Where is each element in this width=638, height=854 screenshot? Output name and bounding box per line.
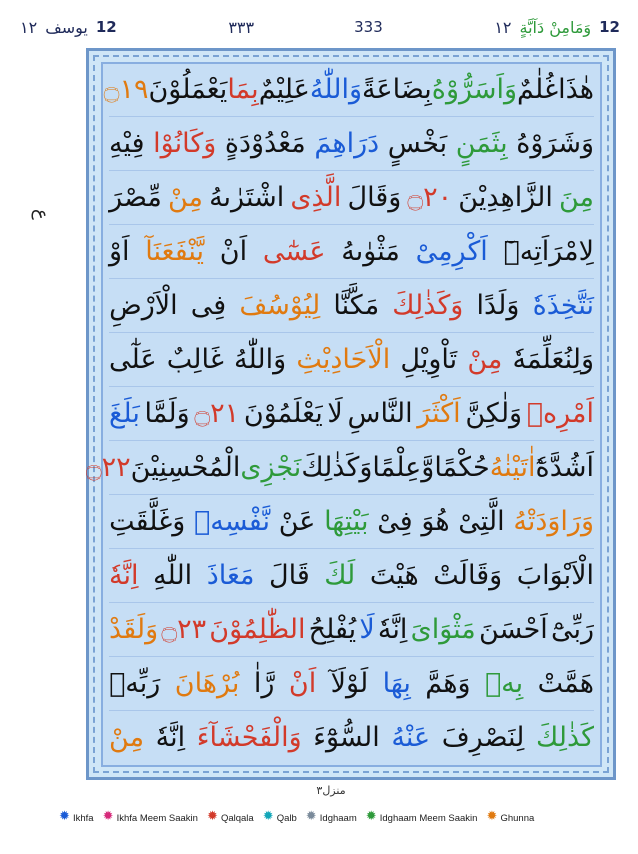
verse-word: عَنْهُ bbox=[391, 721, 431, 753]
star-icon bbox=[208, 813, 218, 823]
verse-word: هٰذَا bbox=[558, 73, 594, 105]
verse-word: هُوَ bbox=[421, 505, 450, 537]
verse-word: بِمَا bbox=[227, 73, 259, 105]
verse-word: وَقَالَ bbox=[347, 181, 402, 213]
verse-word: مِنْ bbox=[467, 343, 503, 375]
verse-word: عَسٰٓى bbox=[262, 235, 326, 267]
verse-word: ۝١٩ bbox=[103, 73, 149, 105]
verse-word: وَكَانُوْا bbox=[153, 127, 217, 159]
verse-word: مِّصْرَ bbox=[109, 181, 162, 213]
verse-word: لِامْرَاَتِهٖٓ bbox=[503, 235, 594, 267]
legend-item bbox=[307, 813, 357, 824]
verse-word: مِنَ bbox=[558, 181, 594, 213]
verse-word: اِنَّهٗ bbox=[109, 559, 139, 591]
verse-word: غَالِبٌ bbox=[166, 343, 224, 375]
quran-text bbox=[85, 62, 602, 767]
manzil-marker: منزل٣ bbox=[316, 784, 346, 797]
verse-word: ۝٢٠ bbox=[407, 181, 453, 213]
juz-number: 12 bbox=[599, 18, 620, 36]
verse-word: بِهَا bbox=[382, 667, 411, 699]
verse-line bbox=[109, 170, 594, 225]
verse-word: لَكَ bbox=[324, 559, 356, 591]
legend-label: Idghaam Meem Saakin bbox=[379, 812, 478, 824]
surah-header bbox=[20, 18, 117, 37]
verse-line bbox=[109, 656, 594, 711]
verse-word: النَّاسِ bbox=[347, 397, 413, 429]
verse-word: الْاَحَادِيْثِ bbox=[296, 343, 391, 375]
verse-word: نَجْزِى bbox=[240, 451, 302, 483]
verse-word: ۝٢٣ bbox=[161, 613, 207, 645]
legend-item bbox=[208, 813, 254, 824]
verse-line bbox=[109, 386, 594, 441]
verse-word: نَّفْسِهٖ bbox=[194, 505, 270, 537]
verse-word: هَيْتَ bbox=[369, 559, 419, 591]
verse-word: اَنْ bbox=[219, 235, 248, 267]
verse-word: يَّنْفَعَنَآ bbox=[145, 235, 205, 267]
verse-line bbox=[109, 332, 594, 387]
surah-name-arabic: يوسف bbox=[45, 17, 88, 37]
verse-word: اللّٰهِ bbox=[153, 559, 193, 591]
verse-word: عَلِيْمٌ bbox=[258, 73, 310, 105]
tajweed-legend bbox=[60, 807, 620, 829]
verse-word: يَعْلَمُوْنَ bbox=[243, 397, 323, 429]
verse-word: بِهٖ bbox=[484, 667, 524, 699]
verse-line bbox=[109, 548, 594, 603]
surah-number-arabic: ١٢ bbox=[20, 17, 38, 37]
legend-label: Ghunna bbox=[500, 812, 535, 824]
verse-line bbox=[85, 440, 594, 495]
verse-word: اَكْرِمِىْ bbox=[415, 235, 488, 267]
legend-item bbox=[60, 813, 94, 824]
legend-item bbox=[104, 813, 198, 824]
verse-word: غُلٰمٌ bbox=[517, 73, 559, 105]
verse-word: وَلَقَدْ bbox=[109, 613, 159, 645]
verse-word: الَّتِىْ bbox=[458, 505, 505, 537]
legend-label: Ikhfa Meem Saakin bbox=[116, 812, 198, 824]
verse-word: لَا bbox=[359, 613, 375, 645]
star-icon bbox=[60, 813, 70, 823]
verse-word: قَالَ bbox=[269, 559, 310, 591]
star-icon bbox=[264, 813, 274, 823]
verse-word: ۝٢٢ bbox=[85, 451, 131, 483]
verse-word: الْاَرْضِ bbox=[109, 289, 178, 321]
verse-word: لِيُوْسُفَ bbox=[239, 289, 321, 321]
page-number-arabic: ٣٣٣ bbox=[228, 17, 255, 37]
verse-word: فِيْهِ bbox=[109, 127, 145, 159]
verse-word: اَكْثَرَ bbox=[417, 397, 461, 429]
verse-word: بَيْتِهَا bbox=[324, 505, 369, 537]
verse-word: وَكَذٰلِكَ bbox=[301, 451, 373, 483]
verse-word: وَشَرَوْهُ bbox=[516, 127, 594, 159]
verse-word: فِىْ bbox=[377, 505, 413, 537]
verse-word: بِضَاعَةً bbox=[362, 73, 432, 105]
verse-word: فِى bbox=[190, 289, 227, 321]
verse-word: مَثْوٰىهُ bbox=[341, 235, 400, 267]
verse-word: وَلَمَّا bbox=[144, 397, 190, 429]
verse-word: مِنْ bbox=[167, 181, 203, 213]
verse-word: اَمْرِهٖ bbox=[526, 397, 594, 429]
surah-number: 12 bbox=[95, 18, 117, 36]
verse-word: الَّذِى bbox=[290, 181, 342, 213]
ruku-marker: ع bbox=[31, 208, 52, 220]
verse-word: وَلَدًا bbox=[476, 289, 520, 321]
verse-word: وَهَمَّ bbox=[425, 667, 471, 699]
juz-name-arabic: وَمَامِنْ دَآبَّةٍ bbox=[519, 17, 592, 37]
verse-word: عَنْ bbox=[278, 505, 316, 537]
verse-word: لِنَصْرِفَ bbox=[441, 721, 525, 753]
verse-word: وَكَذٰلِكَ bbox=[392, 289, 464, 321]
star-icon bbox=[487, 813, 497, 823]
verse-line bbox=[109, 278, 594, 333]
verse-line bbox=[109, 602, 594, 657]
verse-word: لَا bbox=[327, 397, 343, 429]
verse-word: هَمَّتْ bbox=[537, 667, 594, 699]
verse-word: الْمُحْسِنِيْنَ bbox=[130, 451, 241, 483]
verse-line bbox=[109, 494, 594, 549]
verse-word: اٰتَيْنٰهُ bbox=[489, 451, 536, 483]
verse-word: وَالْفَحْشَآءَ bbox=[196, 721, 302, 753]
verse-word: عَلٰٓى bbox=[109, 343, 157, 375]
verse-word: اَوْ bbox=[109, 235, 130, 267]
legend-label: Idghaam bbox=[319, 812, 357, 824]
legend-label: Qalb bbox=[276, 812, 297, 824]
verse-word: يُفْلِحُ bbox=[308, 613, 357, 645]
verse-word: مَعْدُوْدَةٍ bbox=[224, 127, 306, 159]
verse-word: وَرَاوَدَتْهُ bbox=[513, 505, 594, 537]
verse-word: وَاللّٰهُ bbox=[309, 73, 363, 105]
legend-item bbox=[264, 813, 297, 824]
verse-word: بَلَغَ bbox=[109, 397, 140, 429]
page-header bbox=[20, 14, 620, 40]
verse-word: اِنَّهٗ bbox=[155, 721, 186, 753]
verse-word: وَقَالَتْ bbox=[433, 559, 503, 591]
verse-word: وَلِنُعَلِّمَهٗ bbox=[512, 343, 594, 375]
verse-word: مَكَّنَّا bbox=[333, 289, 380, 321]
verse-word: تَاْوِيْلِ bbox=[400, 343, 458, 375]
juz-header bbox=[494, 18, 620, 37]
verse-word: رَبِّهٖ bbox=[109, 667, 161, 699]
juz-number-arabic: ١٢ bbox=[494, 17, 512, 37]
verse-word: بُرْهَانَ bbox=[174, 667, 240, 699]
legend-item bbox=[487, 813, 534, 824]
verse-word: الْاَبْوَابَ bbox=[516, 559, 594, 591]
star-icon bbox=[367, 813, 377, 823]
verse-line bbox=[103, 62, 594, 117]
verse-word: يَعْمَلُوْنَ bbox=[148, 73, 228, 105]
verse-word: السُّوْٓءَ bbox=[313, 721, 380, 753]
page-number-group bbox=[228, 18, 382, 37]
verse-word: رَبِّىْٓ bbox=[550, 613, 594, 645]
verse-word: وَغَلَّقَتِ bbox=[109, 505, 186, 537]
verse-word: الزَّاهِدِيْنَ bbox=[458, 181, 553, 213]
verse-word: نَتَّخِذَهٗ bbox=[532, 289, 594, 321]
page-number: 333 bbox=[354, 18, 383, 36]
verse-word: مَعَاذَ bbox=[206, 559, 255, 591]
verse-word: اَنْ bbox=[288, 667, 317, 699]
legend-label: Qalqala bbox=[220, 812, 254, 824]
verse-line bbox=[109, 116, 594, 171]
verse-word: حُكْمًا bbox=[434, 451, 490, 483]
verse-word: اَشُدَّهٗٓ bbox=[535, 451, 594, 483]
verse-word: الظّٰلِمُوْنَ bbox=[209, 613, 306, 645]
verse-word: كَذٰلِكَ bbox=[535, 721, 594, 753]
verse-word: اِنَّهٗ bbox=[377, 613, 408, 645]
star-icon bbox=[307, 813, 317, 823]
verse-word: رَّاٰ bbox=[253, 667, 275, 699]
verse-word: مَثْوَاىَ bbox=[410, 613, 476, 645]
verse-word: اشْتَرٰىهُ bbox=[209, 181, 285, 213]
verse-word: وَّعِلْمًا bbox=[372, 451, 435, 483]
verse-line bbox=[109, 224, 594, 279]
verse-word: وَلٰكِنَّ bbox=[465, 397, 523, 429]
verse-line bbox=[109, 710, 594, 764]
legend-label: Ikhfa bbox=[73, 812, 94, 824]
verse-word: مِنْ bbox=[109, 721, 145, 753]
verse-word: دَرَاهِمَ bbox=[314, 127, 380, 159]
verse-word: اَحْسَنَ bbox=[478, 613, 548, 645]
star-icon bbox=[104, 813, 114, 823]
legend-item bbox=[367, 813, 478, 824]
verse-word: وَاَسَرُّوْهُ bbox=[431, 73, 518, 105]
verse-word: بَخْسٍ bbox=[387, 127, 448, 159]
verse-word: بِثَمَنٍ bbox=[455, 127, 508, 159]
verse-word: وَاللّٰهُ bbox=[234, 343, 287, 375]
verse-word: لَوْلَآ bbox=[330, 667, 369, 699]
verse-word: ۝٢١ bbox=[194, 397, 240, 429]
